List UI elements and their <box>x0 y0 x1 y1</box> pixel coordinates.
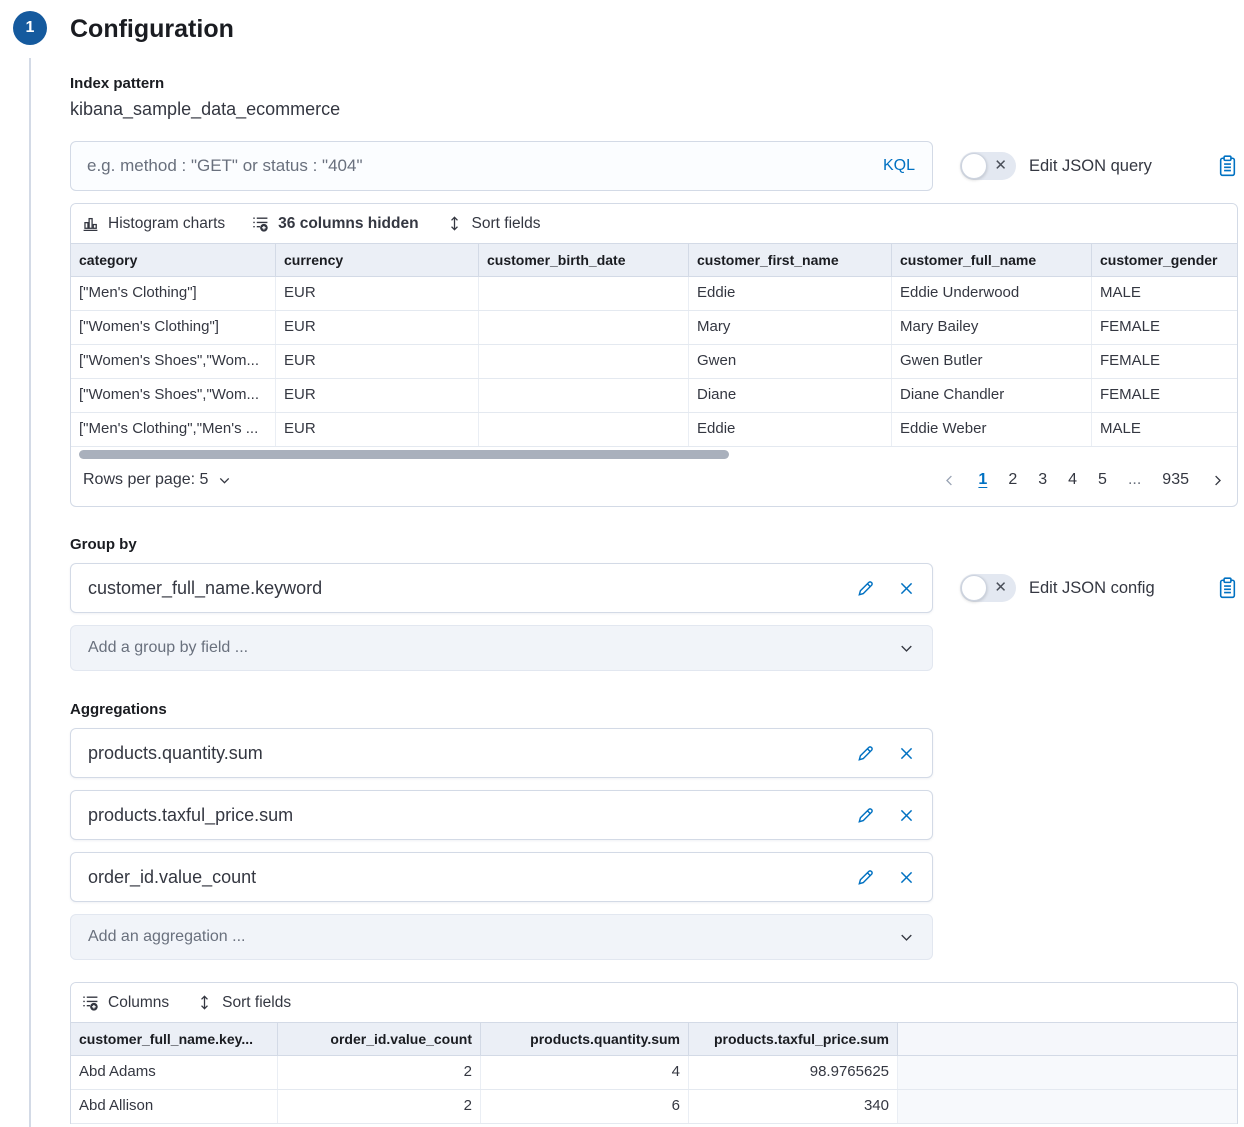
edit-json-config-toggle[interactable] <box>960 574 1016 602</box>
rows-per-page-label: Rows per page: 5 <box>83 471 209 488</box>
source-table-header <box>71 244 1237 277</box>
aggregation-item <box>70 790 933 840</box>
cell-first-name: Mary <box>689 311 892 344</box>
chevron-down-icon <box>898 929 915 946</box>
table-row <box>71 277 1237 311</box>
group-by-item <box>70 563 933 613</box>
cell-full-name: Gwen Butler <box>892 345 1092 378</box>
cell-currency: EUR <box>276 413 479 446</box>
cell-products-quantity-sum: 6 <box>481 1090 689 1123</box>
page-button-1[interactable]: 1 <box>978 471 988 488</box>
remove-aggregation-button[interactable] <box>898 807 915 824</box>
cell-first-name: Eddie <box>689 413 892 446</box>
pagination-ellipsis: ... <box>1127 471 1142 488</box>
table-row <box>71 379 1237 413</box>
step-indicator <box>13 11 47 45</box>
table-row <box>71 311 1237 345</box>
copy-query-button[interactable] <box>1217 154 1238 178</box>
add-group-by-select[interactable] <box>70 625 933 671</box>
kql-button[interactable]: KQL <box>882 157 915 174</box>
list-add-icon <box>82 994 99 1011</box>
page-title: Configuration <box>70 15 234 43</box>
add-group-by-placeholder: Add a group by field ... <box>88 639 249 656</box>
cell-birth-date <box>479 379 689 412</box>
preview-data-grid <box>70 982 1238 1124</box>
remove-aggregation-button[interactable] <box>898 745 915 762</box>
sort-icon <box>446 215 463 232</box>
clipboard-icon <box>1217 576 1238 600</box>
pencil-icon <box>856 868 875 887</box>
page-button-2[interactable]: 2 <box>1008 471 1018 488</box>
cell-gender: MALE <box>1100 284 1141 301</box>
column-header-products-taxful-price-sum[interactable]: products.taxful_price.sum <box>689 1023 898 1055</box>
aggregation-item <box>70 728 933 778</box>
table-row <box>71 1090 1237 1124</box>
page-button-5[interactable]: 5 <box>1098 471 1107 488</box>
page-button-last[interactable]: 935 <box>1162 471 1189 488</box>
list-add-icon <box>252 215 269 232</box>
pencil-icon <box>856 579 875 598</box>
previous-page-button[interactable] <box>942 473 957 488</box>
query-bar <box>70 141 933 191</box>
cell-birth-date <box>479 277 689 310</box>
cell-customer-full-name-keyword: Abd Allison <box>71 1090 278 1123</box>
cell-customer-full-name-keyword: Abd Adams <box>71 1056 278 1089</box>
cell-full-name: Mary Bailey <box>892 311 1092 344</box>
cross-icon <box>898 807 915 824</box>
sort-fields-label: Sort fields <box>222 993 292 1011</box>
column-header-customer-first-name[interactable]: customer_first_name <box>689 244 892 276</box>
cell-category: ["Women's Clothing"] <box>71 311 276 344</box>
cell-gender: FEMALE <box>1100 386 1161 403</box>
group-by-item-label: customer_full_name.keyword <box>88 577 323 598</box>
page-button-4[interactable]: 4 <box>1068 471 1078 488</box>
aggregation-item <box>70 852 933 902</box>
add-aggregation-placeholder: Add an aggregation ... <box>88 928 246 945</box>
query-input[interactable] <box>71 156 866 176</box>
edit-json-query-label: Edit JSON query <box>1029 156 1152 175</box>
header-filler <box>898 1023 1237 1055</box>
cell-gender: FEMALE <box>1100 318 1161 335</box>
cell-first-name: Diane <box>689 379 892 412</box>
group-by-label: Group by <box>70 536 137 553</box>
edit-group-by-button[interactable] <box>856 579 875 598</box>
sort-icon <box>196 994 213 1011</box>
cell-category: ["Men's Clothing"] <box>71 277 276 310</box>
cross-icon <box>898 745 915 762</box>
edit-aggregation-button[interactable] <box>856 744 875 763</box>
columns-hidden-label: 36 columns hidden <box>278 214 419 232</box>
copy-config-button[interactable] <box>1217 576 1238 600</box>
cell-category: ["Men's Clothing","Men's ... <box>71 413 276 446</box>
preview-table-header <box>71 1023 1237 1056</box>
cell-order-id-value-count: 2 <box>278 1090 481 1123</box>
edit-aggregation-button[interactable] <box>856 806 875 825</box>
cross-icon <box>898 869 915 886</box>
toggle-knob <box>961 575 987 601</box>
next-page-button[interactable] <box>1210 473 1225 488</box>
cell-category: ["Women's Shoes","Wom... <box>71 379 276 412</box>
cell-full-name: Eddie Underwood <box>892 277 1092 310</box>
column-header-currency[interactable]: currency <box>276 244 479 276</box>
columns-label: Columns <box>108 993 170 1011</box>
column-header-customer-gender[interactable]: customer_gender <box>1100 252 1218 268</box>
cell-gender: FEMALE <box>1100 352 1161 369</box>
cell-filler <box>898 1056 1237 1089</box>
table-row <box>71 345 1237 379</box>
toggle-off-x-icon: ✕ <box>994 157 1007 175</box>
pencil-icon <box>856 744 875 763</box>
column-header-customer-birth-date[interactable]: customer_birth_date <box>479 244 689 276</box>
column-header-customer-full-name[interactable]: customer_full_name <box>892 244 1092 276</box>
table-row <box>71 413 1237 447</box>
sort-fields-button[interactable] <box>196 994 291 1012</box>
chevron-down-icon <box>217 473 232 488</box>
cell-full-name: Eddie Weber <box>892 413 1092 446</box>
table-row <box>71 1056 1237 1090</box>
source-data-grid <box>70 203 1238 507</box>
cell-products-taxful-price-sum: 340 <box>689 1090 898 1123</box>
cell-filler <box>898 1090 1237 1123</box>
cell-gender: MALE <box>1100 420 1141 437</box>
column-header-order-id-value-count[interactable]: order_id.value_count <box>278 1023 481 1055</box>
sort-fields-label: Sort fields <box>471 214 541 232</box>
aggregation-item-label: products.quantity.sum <box>88 742 263 763</box>
cell-currency: EUR <box>276 379 479 412</box>
toggle-knob <box>961 153 987 179</box>
cell-products-taxful-price-sum: 98.9765625 <box>689 1056 898 1089</box>
cell-category: ["Women's Shoes","Wom... <box>71 345 276 378</box>
cell-products-quantity-sum: 4 <box>481 1056 689 1089</box>
aggregations-label: Aggregations <box>70 701 167 718</box>
edit-aggregation-button[interactable] <box>856 868 875 887</box>
index-pattern-label: Index pattern <box>70 75 165 92</box>
aggregation-item-label: order_id.value_count <box>88 866 257 887</box>
index-pattern-value: kibana_sample_data_ecommerce <box>70 99 341 119</box>
clipboard-icon <box>1217 154 1238 178</box>
cell-currency: EUR <box>276 311 479 344</box>
histogram-charts-button[interactable] <box>82 215 225 233</box>
cell-birth-date <box>479 345 689 378</box>
remove-group-by-button[interactable] <box>898 580 915 597</box>
cell-currency: EUR <box>276 277 479 310</box>
column-header-customer-full-name-keyword[interactable]: customer_full_name.key... <box>71 1023 278 1055</box>
sort-fields-button[interactable] <box>446 215 541 233</box>
add-aggregation-select[interactable] <box>70 914 933 960</box>
cell-birth-date <box>479 311 689 344</box>
column-header-products-quantity-sum[interactable]: products.quantity.sum <box>481 1023 689 1055</box>
pencil-icon <box>856 806 875 825</box>
histogram-charts-label: Histogram charts <box>108 214 226 232</box>
cell-full-name: Diane Chandler <box>892 379 1092 412</box>
columns-button[interactable] <box>82 994 169 1012</box>
step-connector-line <box>29 58 31 1127</box>
columns-hidden-button[interactable] <box>252 215 418 233</box>
rows-per-page-button[interactable] <box>83 471 232 489</box>
remove-aggregation-button[interactable] <box>898 869 915 886</box>
cell-currency: EUR <box>276 345 479 378</box>
page-button-3[interactable]: 3 <box>1038 471 1048 488</box>
cell-first-name: Gwen <box>689 345 892 378</box>
cross-icon <box>898 580 915 597</box>
cell-order-id-value-count: 2 <box>278 1056 481 1089</box>
horizontal-scrollbar[interactable] <box>79 450 729 459</box>
cell-birth-date <box>479 413 689 446</box>
edit-json-config-label: Edit JSON config <box>1029 578 1155 597</box>
step-number: 1 <box>25 19 35 36</box>
aggregation-item-label: products.taxful_price.sum <box>88 804 294 825</box>
toggle-off-x-icon: ✕ <box>994 579 1007 597</box>
edit-json-query-toggle[interactable] <box>960 152 1016 180</box>
histogram-icon <box>82 215 99 232</box>
chevron-down-icon <box>898 640 915 657</box>
column-header-category[interactable]: category <box>71 244 276 276</box>
cell-first-name: Eddie <box>689 277 892 310</box>
